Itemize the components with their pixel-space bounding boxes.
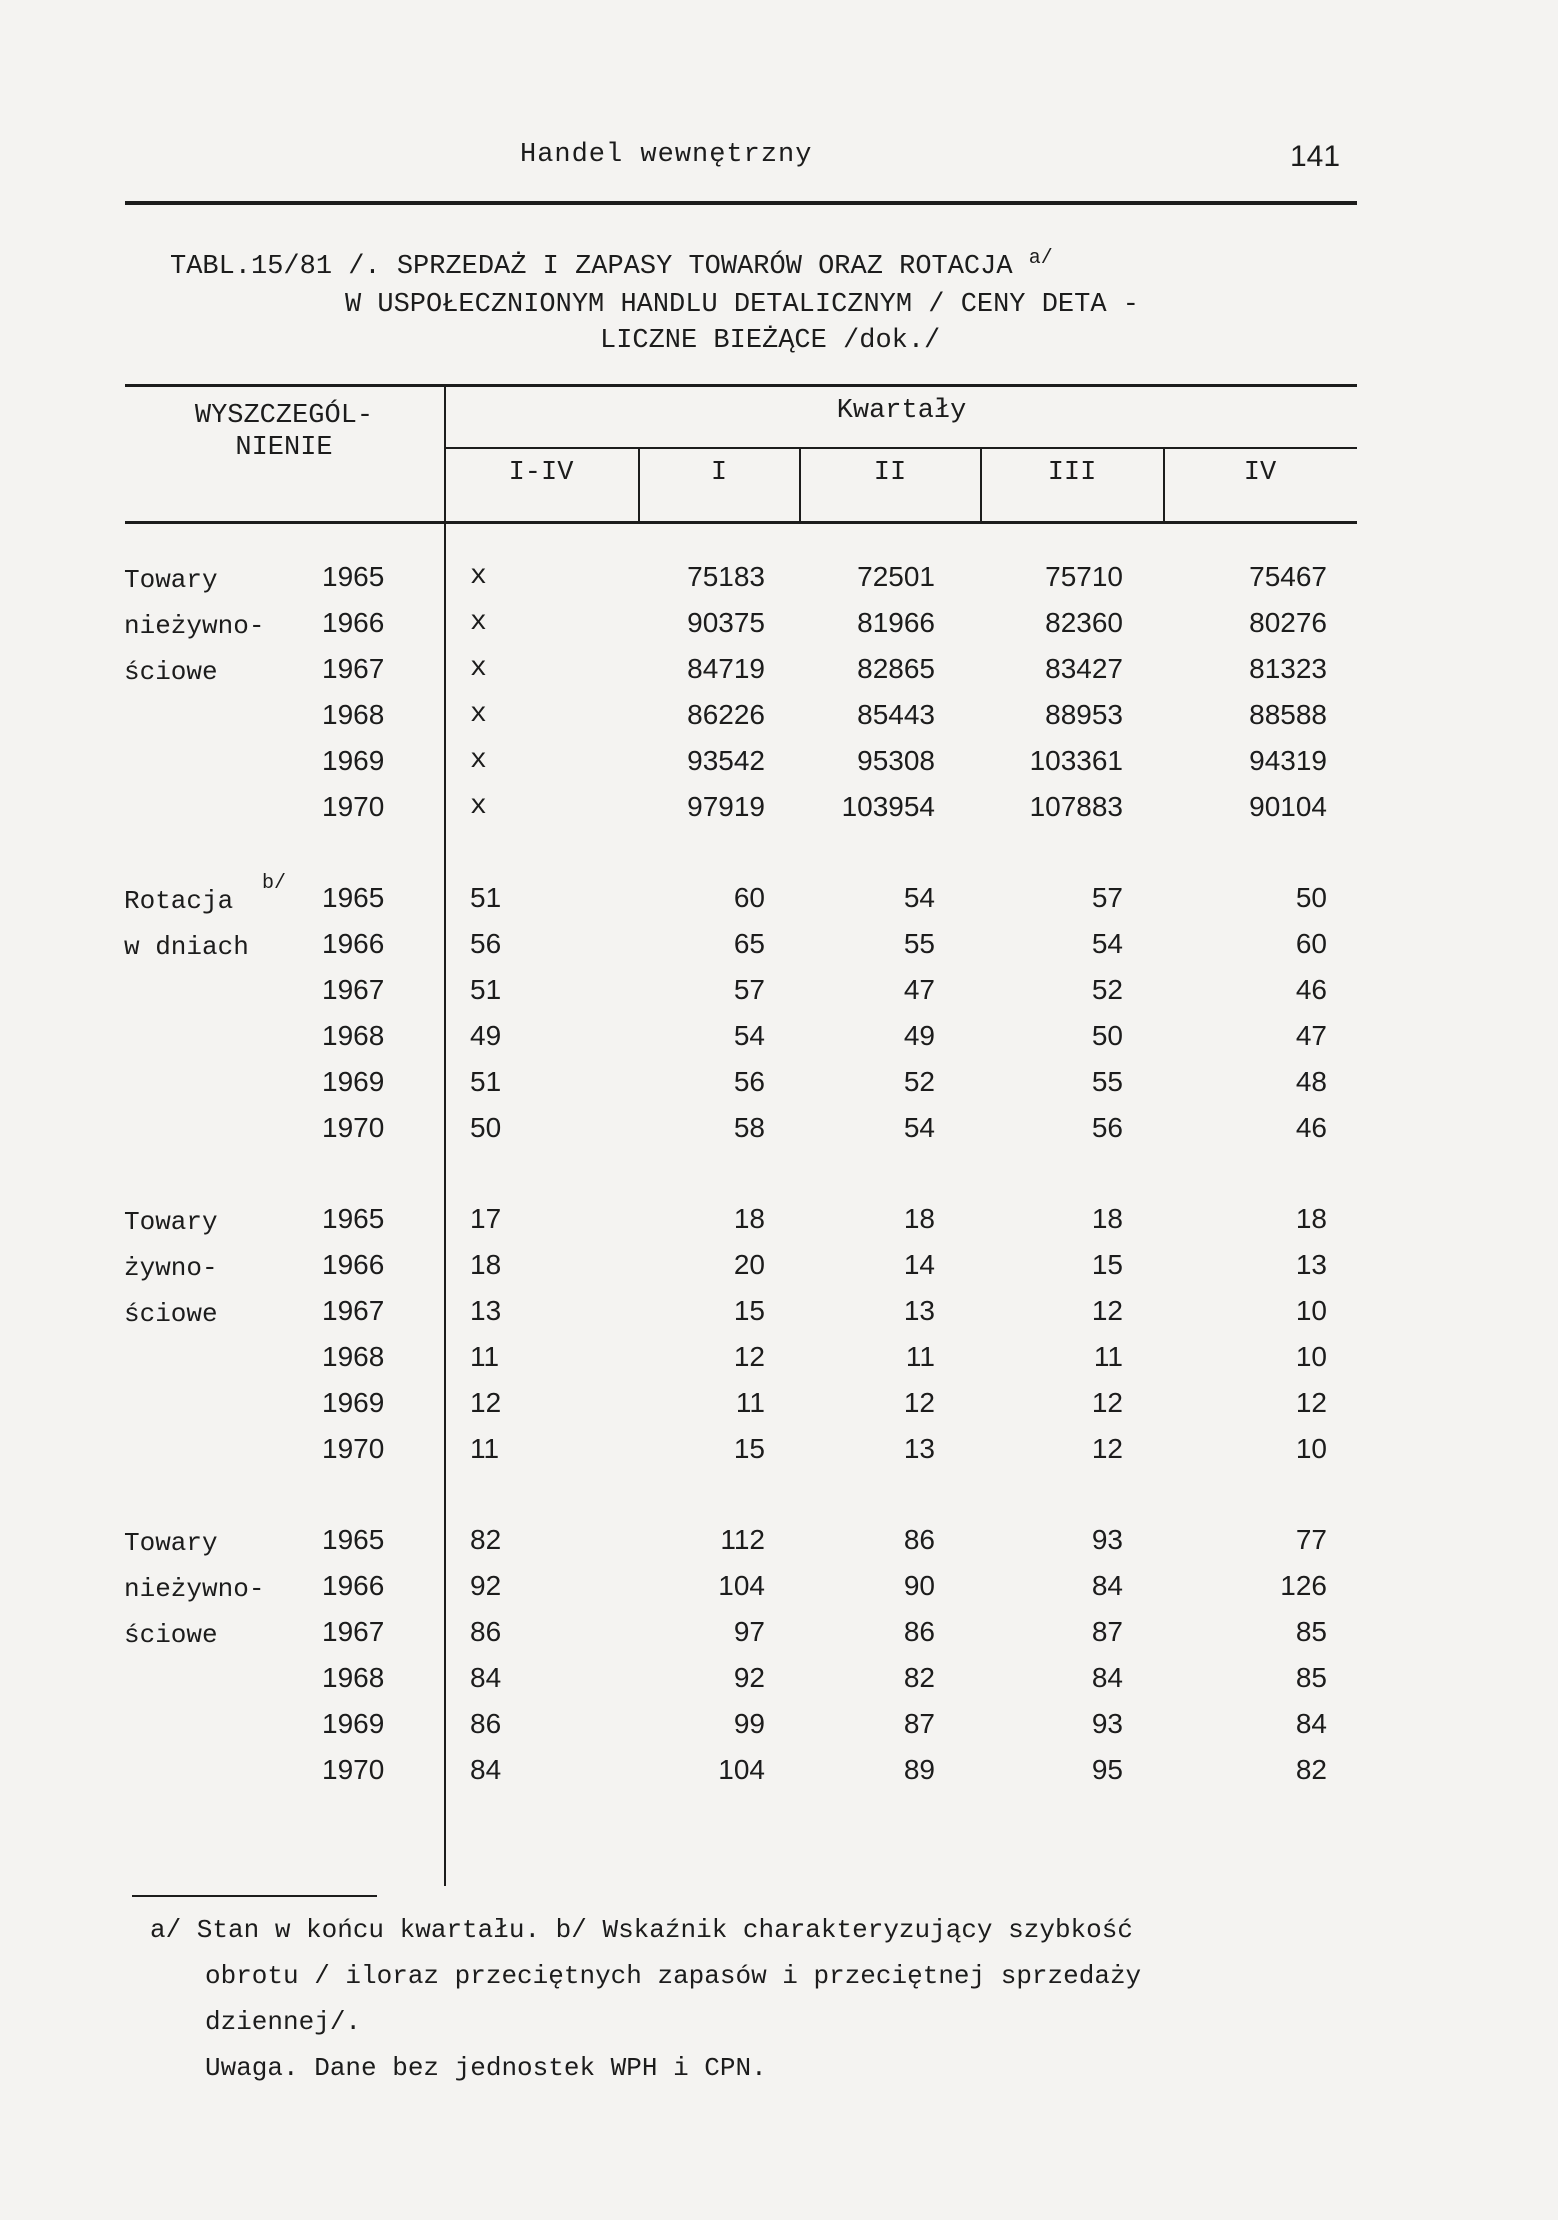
table-cell: 90 <box>903 1570 935 1601</box>
table-cell: x <box>470 561 487 592</box>
table-cell: 55 <box>903 928 935 959</box>
table-cell: 54 <box>1091 928 1123 959</box>
table-cell: 12 <box>1295 1387 1327 1418</box>
table-cell: 54 <box>733 1020 765 1051</box>
table-cell: 15 <box>1091 1249 1123 1280</box>
table-cell: 82 <box>1295 1754 1327 1785</box>
table-cell: 50 <box>470 1112 502 1143</box>
table-cell: x <box>470 745 487 776</box>
table-cell: 89 <box>903 1754 935 1785</box>
table-cell: 93 <box>1091 1524 1123 1555</box>
row-year: 1968 <box>322 1662 385 1693</box>
table-cell: 75710 <box>1045 561 1123 592</box>
column-header-3: II <box>873 458 907 488</box>
footnote-line-2: obrotu / iloraz przeciętnych zapasów i przeciętnej sprzedaży <box>205 1961 1142 1991</box>
footnote-line-1: a/ Stan w końcu kwartału. b/ Wskaźnik charakteryzujący szybkość <box>150 1915 1133 1945</box>
table-cell: 87 <box>1091 1616 1123 1647</box>
table-cell: 12 <box>470 1387 502 1418</box>
table-cell: 92 <box>470 1570 502 1601</box>
table-cell: 47 <box>903 974 935 1005</box>
table-cell: 52 <box>1091 974 1123 1005</box>
table-cell: 49 <box>470 1020 502 1051</box>
table-cell: 12 <box>733 1341 765 1372</box>
table-cell: 49 <box>903 1020 935 1051</box>
column-header-4: III <box>1047 458 1097 488</box>
group-label-line: ściowe <box>124 657 218 687</box>
table-cell: 86 <box>903 1524 935 1555</box>
row-year: 1966 <box>322 1570 385 1601</box>
row-year: 1967 <box>322 1295 385 1326</box>
row-year: 1966 <box>322 928 385 959</box>
table-cell: 103361 <box>1029 745 1123 776</box>
table-cell: 85 <box>1295 1662 1327 1693</box>
table-cell: 54 <box>903 1112 935 1143</box>
row-year: 1969 <box>322 1708 385 1739</box>
table-cell: 103954 <box>841 791 935 822</box>
table-title-text: TABL.15/81 /. SPRZEDAŻ I ZAPASY TOWARÓW ORAZ ROTACJA <box>170 252 1013 282</box>
table-cell: 13 <box>1295 1249 1327 1280</box>
table-cell: 56 <box>470 928 502 959</box>
table-cell: 84719 <box>687 653 765 684</box>
group-label-line: Towary <box>124 1207 218 1237</box>
table-cell: 54 <box>903 882 935 913</box>
row-year: 1967 <box>322 653 385 684</box>
footnote-note: Uwaga. Dane bez jednostek WPH i CPN. <box>205 2053 767 2083</box>
table-cell: 88953 <box>1045 699 1123 730</box>
row-year: 1967 <box>322 974 385 1005</box>
header-rule <box>125 201 1357 205</box>
row-year: 1968 <box>322 1341 385 1372</box>
table-cell: 94319 <box>1249 745 1327 776</box>
table-cell: 18 <box>470 1249 502 1280</box>
table-cell: 84 <box>1091 1662 1123 1693</box>
table-cell: 11 <box>470 1341 500 1372</box>
table-cell: 57 <box>1091 882 1123 913</box>
table-cell: 77 <box>1295 1524 1327 1555</box>
row-year: 1966 <box>322 607 385 638</box>
stub-header-line-2: NIENIE <box>235 433 333 463</box>
stub-divider <box>444 386 446 1886</box>
header-bottom-rule <box>125 521 1357 524</box>
table-cell: 11 <box>905 1341 935 1372</box>
table-cell: 97 <box>733 1616 765 1647</box>
column-header-2: I <box>710 458 728 488</box>
table-cell: 12 <box>1091 1295 1123 1326</box>
table-cell: 75183 <box>687 561 765 592</box>
table-cell: 84 <box>1295 1708 1327 1739</box>
stub-header <box>125 400 443 464</box>
table-cell: 52 <box>903 1066 935 1097</box>
row-year: 1970 <box>322 1433 385 1464</box>
table-cell: 10 <box>1295 1295 1327 1326</box>
page-number: 141 <box>1290 140 1341 173</box>
table-cell: 13 <box>903 1295 935 1326</box>
table-cell: 12 <box>1091 1387 1123 1418</box>
table-cell: x <box>470 791 487 822</box>
table-cell: 58 <box>733 1112 765 1143</box>
title-footnote-marker: a/ <box>1028 247 1053 270</box>
table-cell: 48 <box>1295 1066 1327 1097</box>
group-label-line: Towary <box>124 565 218 595</box>
table-cell: x <box>470 699 487 730</box>
table-cell: 81323 <box>1249 653 1327 684</box>
row-year: 1965 <box>322 1203 385 1234</box>
table-cell: 15 <box>733 1295 765 1326</box>
table-cell: 13 <box>470 1295 502 1326</box>
table-cell: 90375 <box>687 607 765 638</box>
table-cell: 104 <box>718 1570 765 1601</box>
table-cell: 85 <box>1295 1616 1327 1647</box>
table-cell: 87 <box>903 1708 935 1739</box>
table-cell: 84 <box>470 1754 502 1785</box>
table-cell: 56 <box>733 1066 765 1097</box>
stub-header-line-1: WYSZCZEGÓL- <box>194 401 374 431</box>
table-cell: 11 <box>470 1433 500 1464</box>
table-cell: 86 <box>470 1708 502 1739</box>
table-cell: 107883 <box>1029 791 1123 822</box>
table-cell: 99 <box>733 1708 765 1739</box>
table-cell: 13 <box>903 1433 935 1464</box>
row-year: 1969 <box>322 1066 385 1097</box>
table-cell: 17 <box>470 1203 502 1234</box>
row-year: 1970 <box>322 1754 385 1785</box>
table-cell: 81966 <box>857 607 935 638</box>
table-title-line-1 <box>170 240 1053 286</box>
table-cell: x <box>470 653 487 684</box>
table-cell: 86 <box>903 1616 935 1647</box>
row-year: 1965 <box>322 561 385 592</box>
table-cell: 50 <box>1295 882 1327 913</box>
header-divider-4 <box>1163 449 1165 521</box>
table-cell: 60 <box>1295 928 1327 959</box>
table-cell: 10 <box>1295 1433 1327 1464</box>
kwartaly-rule <box>445 447 1357 449</box>
table-cell: 85443 <box>857 699 935 730</box>
table-cell: 84 <box>1091 1570 1123 1601</box>
table-cell: 18 <box>903 1203 935 1234</box>
footnote-line-3: dziennej/. <box>205 2007 362 2037</box>
table-cell: 56 <box>1091 1112 1123 1143</box>
table-cell: 51 <box>470 974 502 1005</box>
table-cell: 82 <box>903 1662 935 1693</box>
group-label-line: nieżywno- <box>124 611 265 641</box>
row-year: 1970 <box>322 791 385 822</box>
section-title: Handel wewnętrzny <box>520 140 813 170</box>
table-cell: 57 <box>733 974 765 1005</box>
table-cell: 46 <box>1295 1112 1327 1143</box>
table-cell: 83427 <box>1045 653 1123 684</box>
table-cell: 11 <box>735 1387 765 1418</box>
table-cell: 97919 <box>687 791 765 822</box>
table-cell: 82865 <box>857 653 935 684</box>
table-cell: 90104 <box>1249 791 1327 822</box>
table-cell: 18 <box>1295 1203 1327 1234</box>
group-label-footnote-marker: b/ <box>262 872 287 895</box>
table-cell: 126 <box>1280 1570 1327 1601</box>
row-year: 1970 <box>322 1112 385 1143</box>
table-cell: 80276 <box>1249 607 1327 638</box>
table-cell: 47 <box>1295 1020 1327 1051</box>
table-cell: 18 <box>1091 1203 1123 1234</box>
row-year: 1969 <box>322 745 385 776</box>
row-year: 1968 <box>322 1020 385 1051</box>
group-label-line: Towary <box>124 1528 218 1558</box>
table-cell: 46 <box>1295 974 1327 1005</box>
row-year: 1969 <box>322 1387 385 1418</box>
table-cell: 86 <box>470 1616 502 1647</box>
header-divider-3 <box>980 449 982 521</box>
group-label-line: nieżywno- <box>124 1574 265 1604</box>
table-cell: 82360 <box>1045 607 1123 638</box>
row-year: 1967 <box>322 1616 385 1647</box>
group-label-line: Rotacja <box>124 886 234 916</box>
row-year: 1968 <box>322 699 385 730</box>
table-cell: 95 <box>1091 1754 1123 1785</box>
table-cell: 82 <box>470 1524 502 1555</box>
table-cell: 50 <box>1091 1020 1123 1051</box>
group-label-line: żywno- <box>124 1253 218 1283</box>
table-cell: 112 <box>720 1524 765 1555</box>
table-cell: 84 <box>470 1662 502 1693</box>
table-cell: 65 <box>733 928 765 959</box>
table-title-line-2: W USPOŁECZNIONYM HANDLU DETALICZNYM / CENY DETA - <box>345 290 1139 320</box>
group-label-line: ściowe <box>124 1299 218 1329</box>
table-cell: 51 <box>470 1066 502 1097</box>
header-divider-2 <box>799 449 801 521</box>
group-header: Kwartały <box>836 396 967 426</box>
table-title-line-3: LICZNE BIEŻĄCE /dok./ <box>600 326 941 356</box>
table-cell: 10 <box>1295 1341 1327 1372</box>
table-cell: 55 <box>1091 1066 1123 1097</box>
table-cell: 11 <box>1093 1341 1123 1372</box>
column-header-1: I-IV <box>508 458 574 488</box>
group-label-line: w dniach <box>124 932 249 962</box>
table-cell: 15 <box>733 1433 765 1464</box>
table-cell: x <box>470 607 487 638</box>
table-cell: 51 <box>470 882 502 913</box>
row-year: 1965 <box>322 1524 385 1555</box>
table-cell: 20 <box>733 1249 765 1280</box>
row-year: 1965 <box>322 882 385 913</box>
table-cell: 93542 <box>687 745 765 776</box>
table-cell: 75467 <box>1249 561 1327 592</box>
table-cell: 95308 <box>857 745 935 776</box>
table-cell: 60 <box>733 882 765 913</box>
table-cell: 12 <box>1091 1433 1123 1464</box>
group-label-line: ściowe <box>124 1620 218 1650</box>
table-cell: 104 <box>718 1754 765 1785</box>
table-cell: 72501 <box>857 561 935 592</box>
table-cell: 92 <box>733 1662 765 1693</box>
table-cell: 86226 <box>687 699 765 730</box>
table-cell: 88588 <box>1249 699 1327 730</box>
table-cell: 93 <box>1091 1708 1123 1739</box>
column-header-5: IV <box>1243 458 1277 488</box>
row-year: 1966 <box>322 1249 385 1280</box>
footnote-rule <box>132 1895 377 1897</box>
table-cell: 12 <box>903 1387 935 1418</box>
table-top-rule <box>125 384 1357 387</box>
table-cell: 14 <box>903 1249 935 1280</box>
table-cell: 18 <box>733 1203 765 1234</box>
